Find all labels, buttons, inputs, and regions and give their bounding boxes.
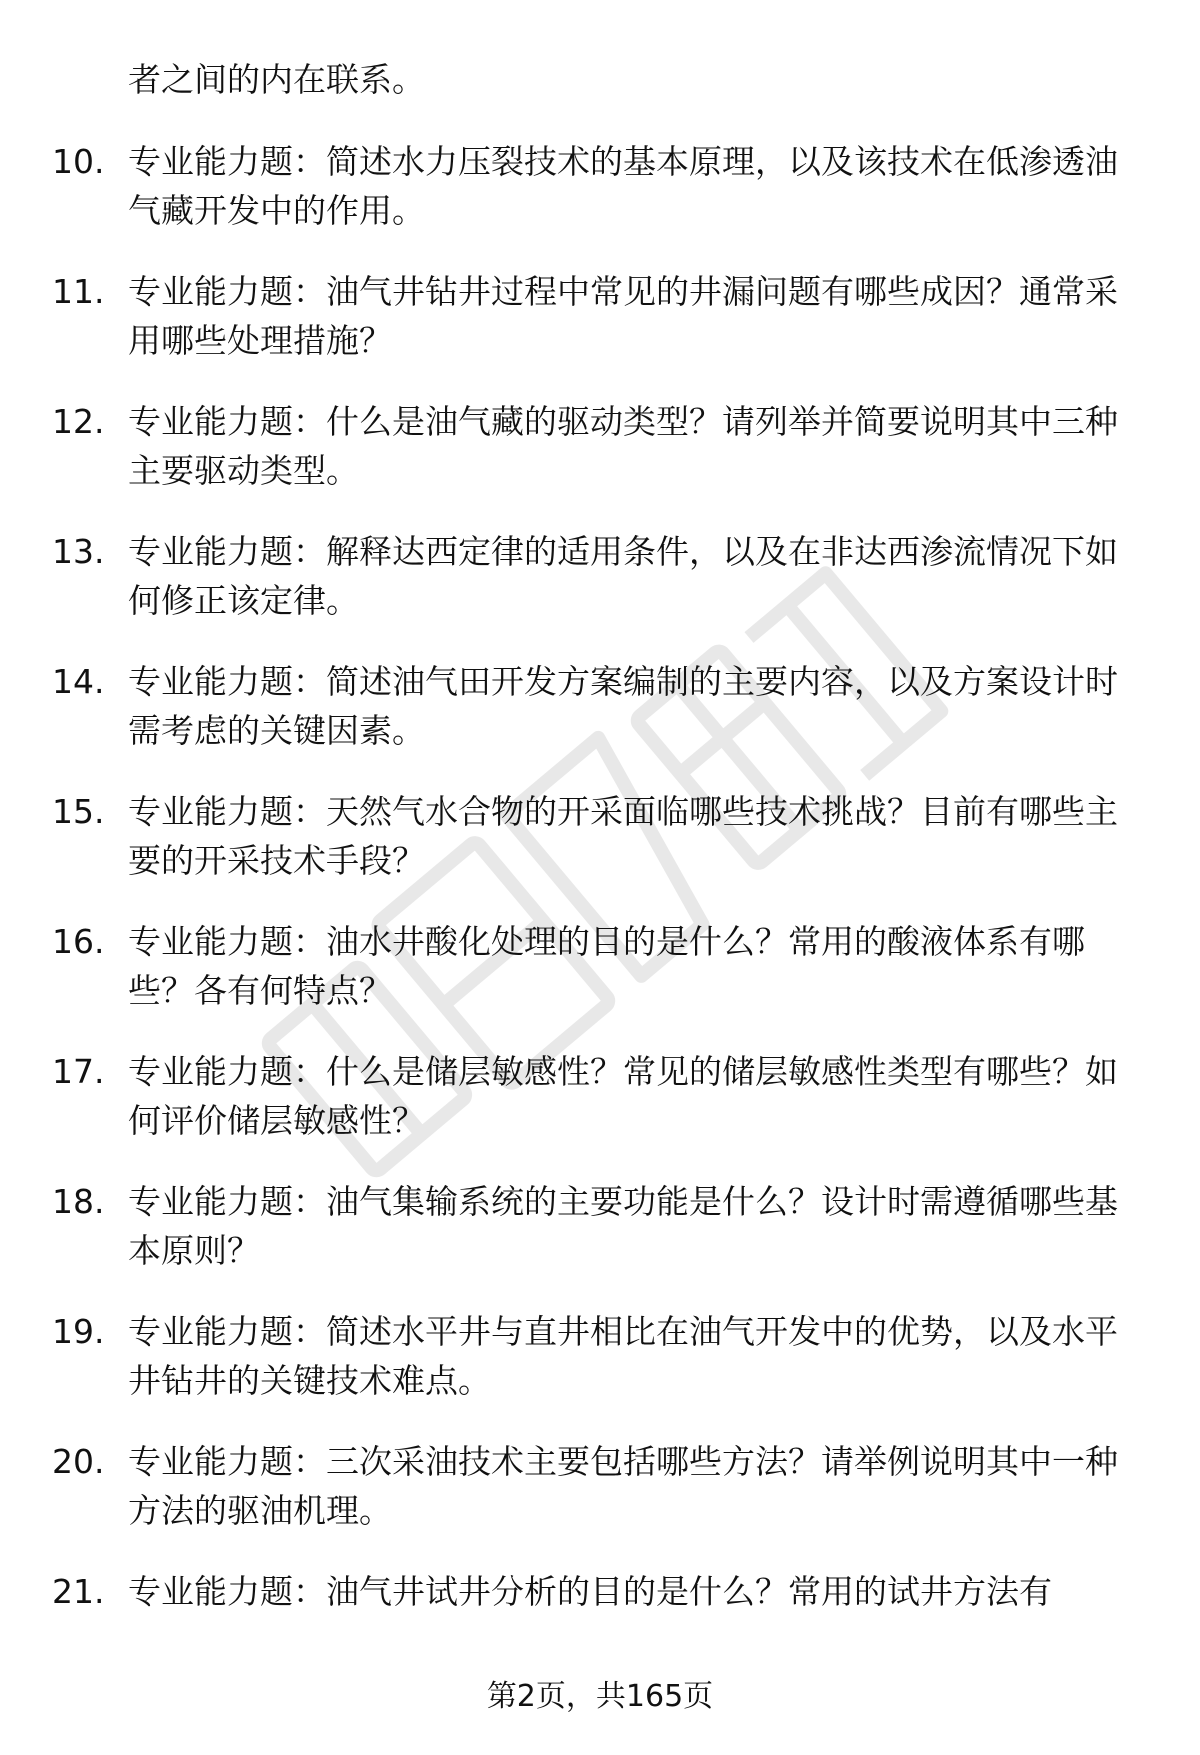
question-number: 10. <box>52 142 105 181</box>
question-item <box>0 267 1200 397</box>
question-number: 14. <box>52 662 105 701</box>
question-item <box>0 1047 1200 1177</box>
question-number: 18. <box>52 1182 105 1221</box>
question-item <box>0 1177 1200 1307</box>
question-item <box>0 137 1200 267</box>
question-number: 12. <box>52 402 105 441</box>
question-text: 专业能力题：解释达西定律的适用条件，以及在非达西渗流情况下如何修正该定律。 <box>128 532 1118 620</box>
question-number: 17. <box>52 1052 105 1091</box>
question-item <box>0 397 1200 527</box>
question-text: 专业能力题：三次采油技术主要包括哪些方法？请举例说明其中一种方法的驱油机理。 <box>128 1442 1118 1530</box>
question-number: 16. <box>52 922 105 961</box>
question-number: 21. <box>52 1572 105 1611</box>
question-text: 专业能力题：天然气水合物的开采面临哪些技术挑战？目前有哪些主要的开采技术手段？ <box>128 792 1118 880</box>
question-text: 专业能力题：简述水平井与直井相比在油气开发中的优势，以及水平井钻井的关键技术难点。 <box>128 1312 1118 1400</box>
continuation-text: 者之间的内在联系。 <box>128 60 425 99</box>
question-text: 专业能力题：简述水力压裂技术的基本原理，以及该技术在低渗透油气藏开发中的作用。 <box>128 142 1118 230</box>
question-item <box>0 527 1200 657</box>
question-text: 专业能力题：什么是油气藏的驱动类型？请列举并简要说明其中三种主要驱动类型。 <box>128 402 1118 490</box>
question-text: 专业能力题：油气集输系统的主要功能是什么？设计时需遵循哪些基本原则？ <box>128 1182 1118 1270</box>
question-text: 专业能力题：什么是储层敏感性？常见的储层敏感性类型有哪些？如何评价储层敏感性？ <box>128 1052 1118 1140</box>
question-list <box>0 137 1200 1697</box>
question-number: 11. <box>52 272 105 311</box>
question-number: 20. <box>52 1442 105 1481</box>
question-number: 13. <box>52 532 105 571</box>
question-item <box>0 1307 1200 1437</box>
question-text: 专业能力题：油气井试井分析的目的是什么？常用的试井方法有 <box>128 1572 1052 1611</box>
question-text: 专业能力题：油水井酸化处理的目的是什么？常用的酸液体系有哪些？各有何特点？ <box>128 922 1085 1010</box>
question-number: 19. <box>52 1312 105 1351</box>
question-item <box>0 787 1200 917</box>
question-number: 15. <box>52 792 105 831</box>
question-text: 专业能力题：简述油气田开发方案编制的主要内容，以及方案设计时需考虑的关键因素。 <box>128 662 1118 750</box>
question-item <box>0 1437 1200 1567</box>
question-text: 专业能力题：油气井钻井过程中常见的井漏问题有哪些成因？通常采用哪些处理措施？ <box>128 272 1118 360</box>
question-item <box>0 657 1200 787</box>
question-item <box>0 917 1200 1047</box>
page-footer: 第2页，共165页 <box>486 1679 714 1714</box>
